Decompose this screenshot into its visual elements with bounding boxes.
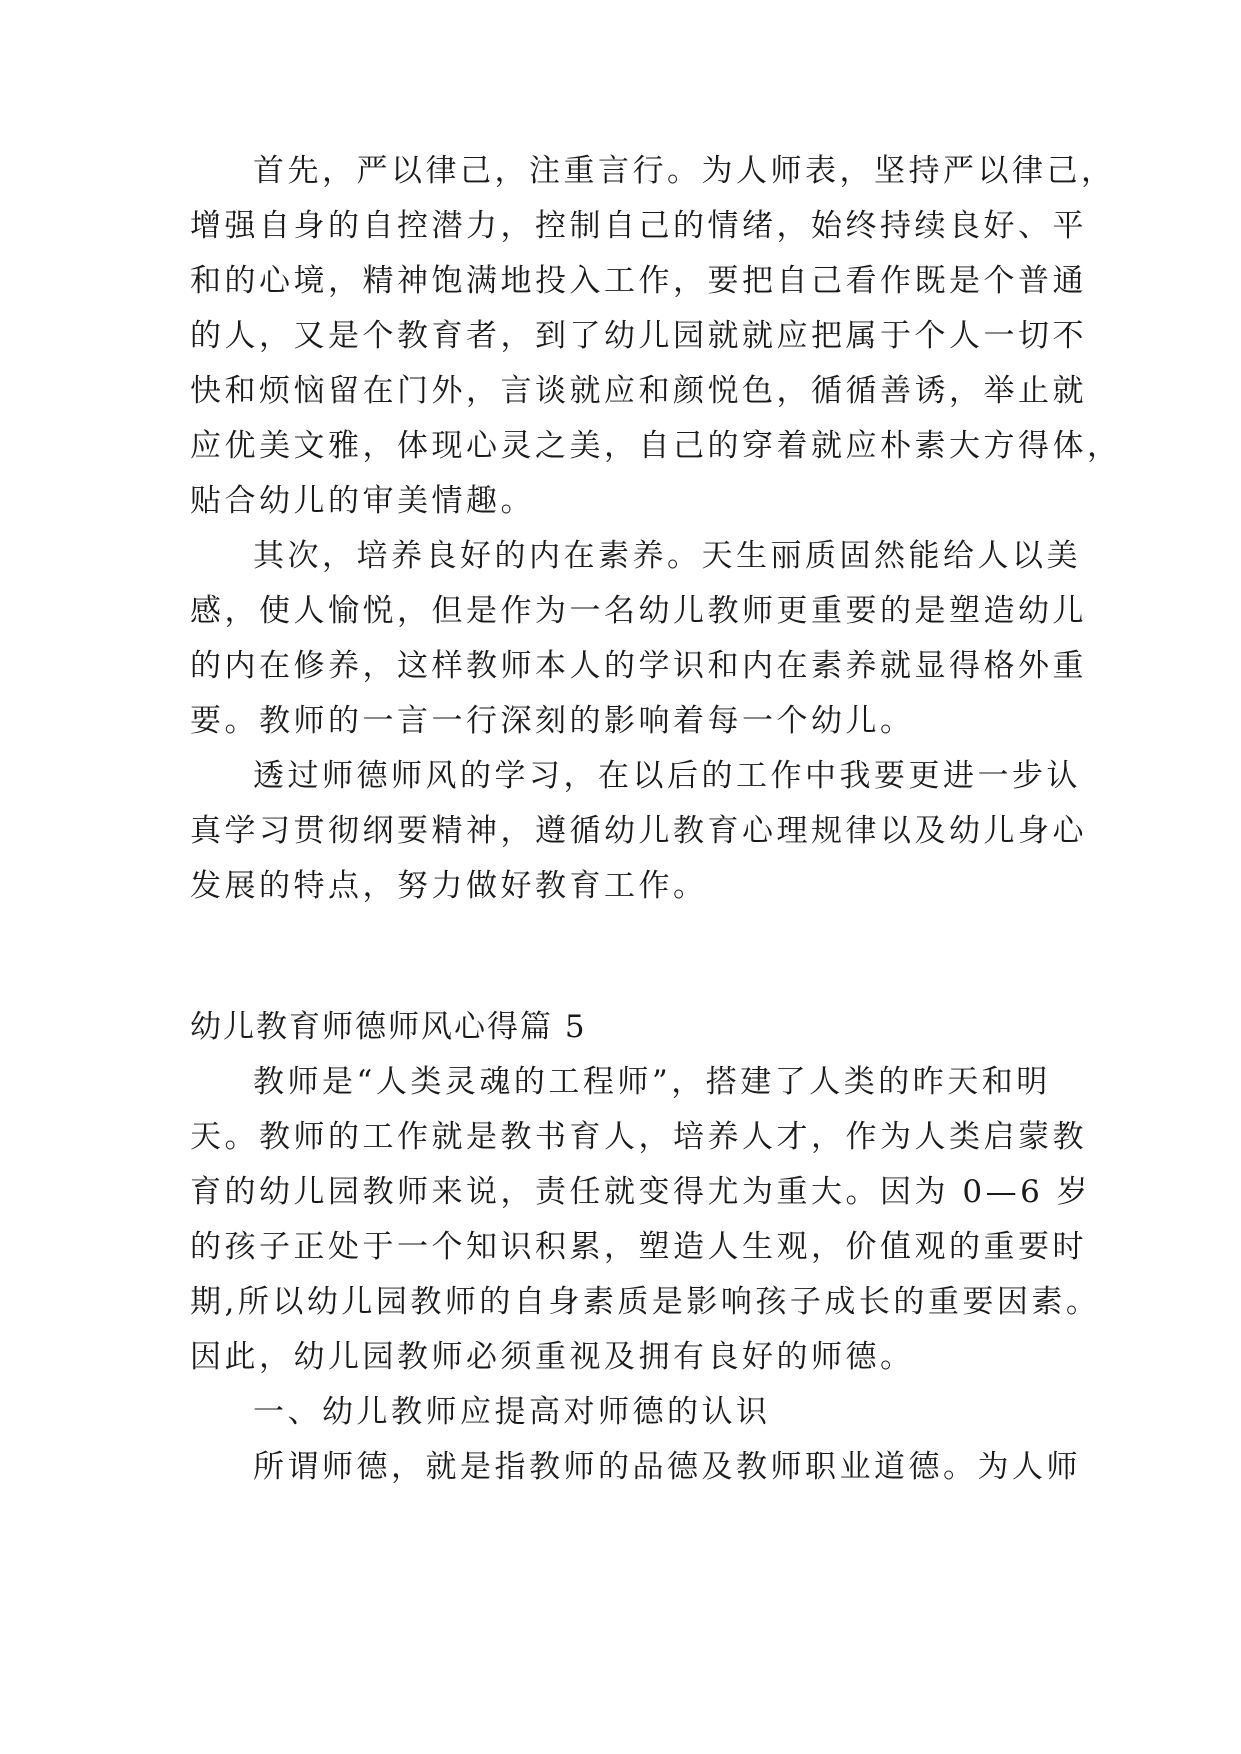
paragraph-line: 的内在修养，这样教师本人的学识和内在素养就显得格外重 — [190, 648, 1087, 684]
paragraph-line: 教师是“人类灵魂的工程师”，搭建了人类的昨天和明 — [253, 1064, 1051, 1100]
paragraph-line: 的孩子正处于一个知识积累，塑造人生观，价值观的重要时 — [190, 1229, 1087, 1265]
paragraph-line: 因此，幼儿园教师必须重视及拥有良好的师德。 — [190, 1339, 915, 1375]
paragraph-line: 的人，又是个教育者，到了幼儿园就就应把属于个人一切不 — [190, 318, 1087, 354]
paragraph-line: 真学习贯彻纲要精神，遵循幼儿教育心理规律以及幼儿身心 — [190, 813, 1087, 849]
paragraph-line: 要。教师的一言一行深刻的影响着每一个幼儿。 — [190, 703, 915, 739]
section-title: 幼儿教育师德师风心得篇 5 — [190, 1009, 587, 1045]
paragraph-line: 天。教师的工作就是教书育人，培养人才，作为人类启蒙教 — [190, 1119, 1087, 1155]
paragraph-line: 其次，培养良好的内在素养。天生丽质固然能给人以美 — [253, 538, 1081, 574]
subheading: 一、幼儿教师应提高对师德的认识 — [253, 1394, 771, 1430]
paragraph-line: 快和烦恼留在门外，言谈就应和颜悦色，循循善诱，举止就 — [190, 373, 1087, 409]
paragraph-line: 发展的特点，努力做好教育工作。 — [190, 868, 708, 904]
paragraph-line: 所谓师德，就是指教师的品德及教师职业道德。为人师 — [253, 1449, 1081, 1485]
paragraph-line: 感，使人愉悦，但是作为一名幼儿教师更重要的是塑造幼儿 — [190, 593, 1087, 629]
paragraph-line: 贴合幼儿的审美情趣。 — [190, 483, 535, 519]
paragraph-line: 期,所以幼儿园教师的自身素质是影响孩子成长的重要因素。 — [190, 1284, 1101, 1320]
paragraph-line: 透过师德师风的学习，在以后的工作中我要更进一步认 — [253, 758, 1081, 794]
paragraph-line: 首先，严以律己，注重言行。为人师表，坚持严以律己， — [253, 153, 1116, 189]
paragraph-line: 增强自身的自控潜力，控制自己的情绪，始终持续良好、平 — [190, 208, 1087, 244]
paragraph-line: 应优美文雅，体现心灵之美，自己的穿着就应朴素大方得体， — [190, 428, 1122, 464]
paragraph-line: 育的幼儿园教师来说，责任就变得尤为重大。因为 0—6 岁 — [190, 1174, 1092, 1210]
paragraph-line: 和的心境，精神饱满地投入工作，要把自己看作既是个普通 — [190, 263, 1087, 299]
